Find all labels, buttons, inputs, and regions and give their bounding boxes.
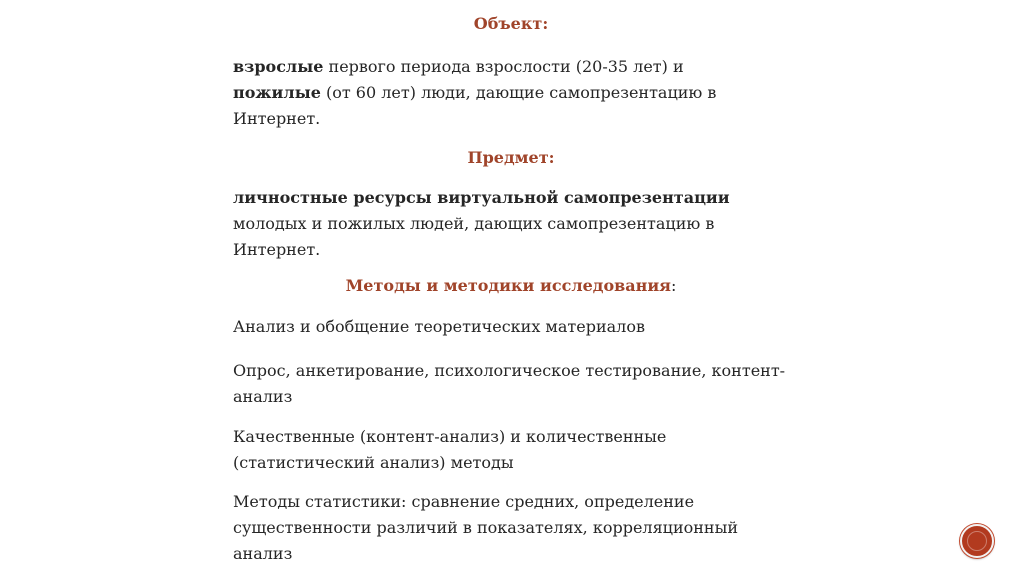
object-bold-adults: взрослые [233,57,324,76]
method-item-4: Методы статистики: сравнение средних, определение существенности различий в показателях, корреляционный анализ [233,492,738,563]
object-heading [232,15,790,33]
subject-heading-text: Предмет: [467,148,555,167]
object-bold-elderly: пожилые [233,83,321,102]
subject-paragraph [233,185,793,263]
object-heading-text: Объект: [473,14,549,33]
object-paragraph [233,54,793,132]
methods-heading-colon: : [671,276,677,295]
subject-bold: личностные ресурсы виртуальной самопрезентации [233,188,730,207]
method-item-1: Анализ и обобщение теоретических материалов [233,317,645,336]
slide-badge-icon [960,524,994,558]
object-text-1: первого периода взрослости (20-35 лет) и [323,57,684,76]
subject-text: молодых и пожилых людей, дающих самопрезентацию в Интернет. [233,214,715,259]
method-item-2: Опрос, анкетирование, психологическое тестирование, контент-анализ [233,361,786,406]
methods-heading [232,277,790,295]
object-text-2: (от 60 лет) люди, дающие самопрезентацию в Интернет. [233,83,717,128]
methods-heading-text: Методы и методики исследования [345,276,671,295]
method-item-3: Качественные (контент-анализ) и количественные (статистический анализ) методы [233,427,667,472]
subject-heading [232,149,790,167]
